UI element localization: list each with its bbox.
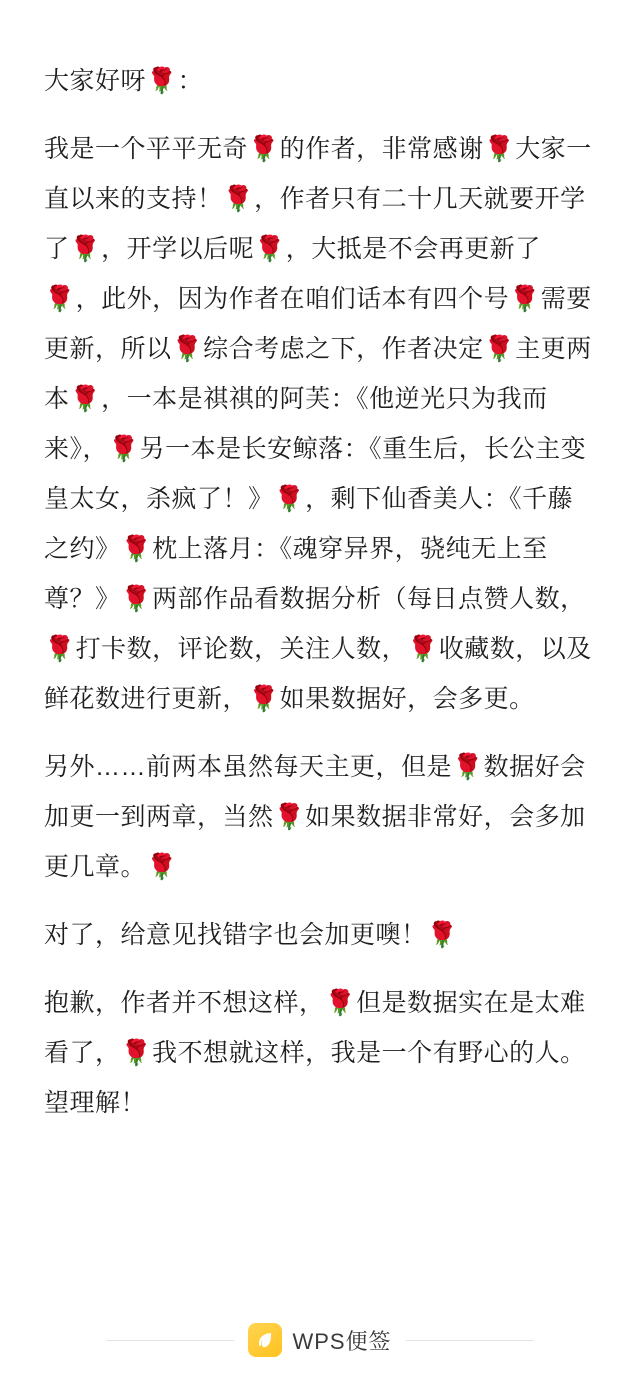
note-paragraph: 我是一个平平无奇🌹的作者，非常感谢🌹大家一直以来的支持！🌹，作者只有二十几天就要开学了🌹，开学以后呢🌹，大抵是不会再更新了🌹，此外，因为作者在咱们话本有四个号🌹需要更新，所以🌹综合考虑之下，作者决定🌹主更两本🌹，一本是祺祺的阿芙：《他逆光只为我而来》，🌹另一本是长安鲸落：《重生后，长公主变皇太女，杀疯了！》🌹，剩下仙香美人：《千藤之约》🌹枕上落月：《魂穿异界，骁纯无上至尊？》🌹两部作品看数据分析（每日点赞人数，🌹打卡数，评论数，关注人数，🌹收藏数，以及鲜花数进行更新，🌹如果数据好，会多更。 [44,135,592,713]
note-paragraph: 对了，给意见找错字也会加更噢！🌹 [44,921,459,949]
note-body [44,56,596,1279]
footer-watermark [44,1323,596,1387]
note-paragraph: 抱歉，作者并不想这样，🌹但是数据实在是太难看了，🌹我不想就这样，我是一个有野心的人。望理解！ [44,989,586,1117]
divider-right [406,1340,534,1341]
brand-lockup [248,1323,391,1357]
brand-name: WPS便签 [292,1328,392,1354]
note-paragraph: 大家好呀🌹： [44,67,204,95]
note-paragraph: 另外……前两本虽然每天主更，但是🌹数据好会加更一到两章，当然🌹如果数据非常好，会多加更几章。🌹 [44,753,586,881]
divider-left [106,1340,234,1341]
leaf-icon [248,1323,282,1357]
